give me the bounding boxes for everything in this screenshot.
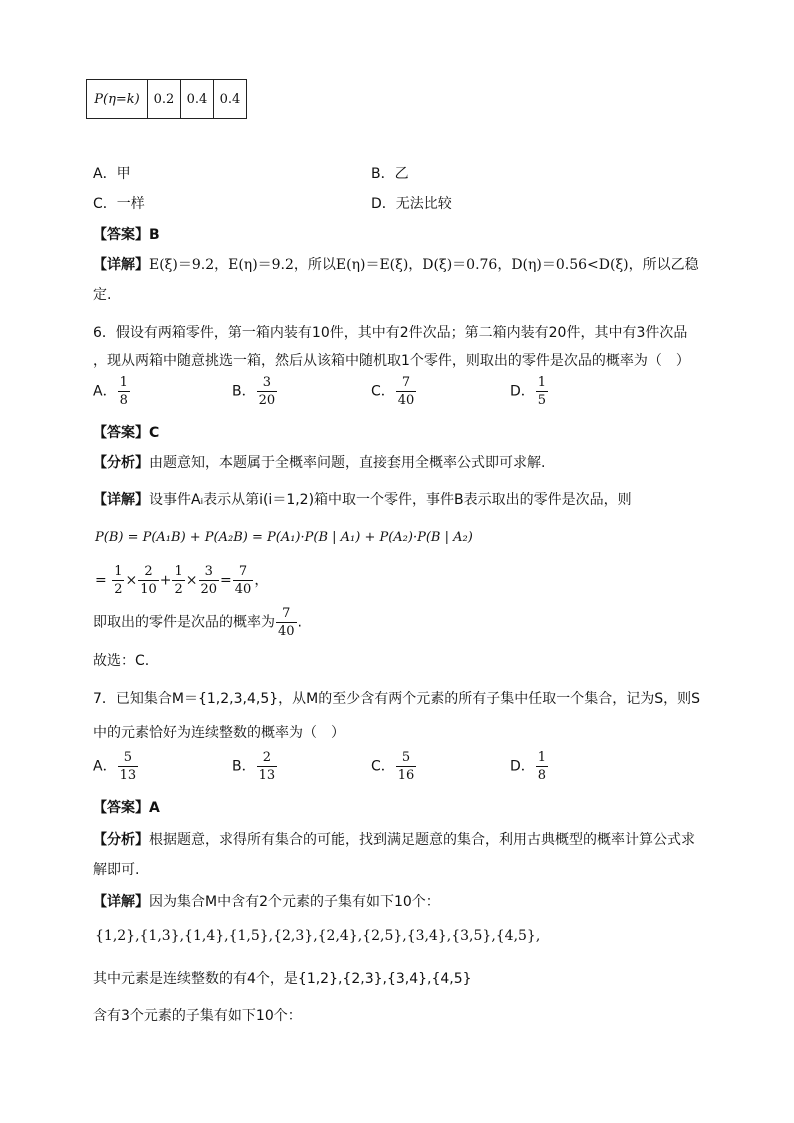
equals-sign: = bbox=[95, 572, 107, 589]
fraction bbox=[536, 376, 548, 407]
times-sign: × bbox=[125, 572, 138, 589]
table-header-cell: P(η=k) bbox=[87, 80, 148, 119]
numerator: 2 bbox=[138, 565, 159, 581]
numerator: 7 bbox=[396, 376, 417, 392]
denominator: 20 bbox=[200, 582, 218, 597]
detail-text: 因为集合M中含有2个元素的子集有如下10个： bbox=[149, 894, 440, 910]
option-prefix: C． bbox=[371, 383, 395, 400]
q7-analysis-line2: 解即可. bbox=[93, 862, 140, 878]
q6-conclusion bbox=[93, 607, 302, 638]
q7-subsets-2: {1,2},{1,3},{1,4},{1,5},{2,3},{2,4},{2,5},{3,4},{3,5},{4,5}, bbox=[95, 928, 541, 944]
q7-subsets-3-intro: 含有3个元素的子集有如下10个： bbox=[93, 1008, 302, 1024]
numerator: 1 bbox=[119, 375, 128, 390]
denominator: 16 bbox=[397, 768, 415, 783]
q5-option-c: C．一样 bbox=[93, 196, 145, 212]
q7-detail-line1 bbox=[93, 891, 440, 911]
numerator: 2 bbox=[257, 751, 278, 767]
detail-tag: 【详解】 bbox=[93, 492, 149, 508]
numerator: 3 bbox=[199, 565, 220, 581]
conclusion-text: 即取出的零件是次品的概率为 bbox=[93, 614, 275, 631]
denominator: 2 bbox=[114, 582, 123, 597]
q7-option-c bbox=[371, 751, 417, 782]
analysis-text: 根据题意，求得所有集合的可能，找到满足题意的集合，利用古典概型的概率计算公式求 bbox=[149, 832, 695, 848]
fraction bbox=[276, 607, 297, 638]
analysis-tag: 【分析】 bbox=[93, 455, 149, 471]
option-prefix: B． bbox=[232, 758, 256, 775]
q6-calculation bbox=[95, 565, 268, 596]
fraction bbox=[172, 565, 184, 596]
q6-option-c bbox=[371, 376, 417, 407]
probability-table bbox=[86, 79, 247, 119]
option-prefix: B． bbox=[232, 383, 256, 400]
q6-detail-line1 bbox=[93, 489, 632, 509]
conclusion-tail: . bbox=[297, 614, 302, 631]
plus-sign: + bbox=[159, 572, 172, 589]
calc-tail: ， bbox=[254, 572, 269, 589]
detail-tag: 【详解】 bbox=[93, 894, 149, 910]
numerator: 7 bbox=[233, 565, 254, 581]
fraction bbox=[112, 565, 124, 596]
option-prefix: D． bbox=[510, 758, 535, 775]
fraction bbox=[257, 751, 278, 782]
fraction bbox=[536, 751, 548, 782]
detail-text: E(ξ)＝9.2，E(η)＝9.2，所以E(η)＝E(ξ)，D(ξ)＝0.76，D(η)＝0.56<D(ξ)，所以乙稳 bbox=[149, 257, 699, 273]
q7-stem-line1: 7．已知集合M＝{1,2,3,4,5}，从M的至少含有两个元素的所有子集中任取一个集合，记为S，则S bbox=[93, 691, 700, 707]
option-prefix: D． bbox=[510, 383, 535, 400]
q7-analysis-line1 bbox=[93, 829, 695, 849]
fraction bbox=[257, 376, 278, 407]
table-cell: 0.4 bbox=[214, 80, 247, 119]
analysis-text: 由题意知，本题属于全概率问题，直接套用全概率公式即可求解. bbox=[149, 455, 546, 471]
option-prefix: A． bbox=[93, 383, 117, 400]
q7-consecutive: 其中元素是连续整数的有4个，是{1,2},{2,3},{3,4},{4,5} bbox=[93, 971, 472, 987]
denominator: 5 bbox=[537, 393, 547, 408]
option-prefix: A． bbox=[93, 758, 117, 775]
q6-formula: P(B) = P(A₁B) + P(A₂B) = P(A₁)·P(B | A₁) + P(A₂)·P(B | A₂) bbox=[95, 530, 473, 545]
fraction bbox=[233, 565, 254, 596]
times-sign: × bbox=[185, 572, 198, 589]
denominator: 13 bbox=[258, 768, 276, 783]
fraction bbox=[118, 376, 130, 407]
q5-option-a: A．甲 bbox=[93, 166, 131, 182]
denominator: 8 bbox=[537, 768, 547, 783]
table-cell: 0.2 bbox=[148, 80, 181, 119]
fraction bbox=[396, 376, 417, 407]
q7-answer: 【答案】A bbox=[93, 800, 160, 816]
detail-text: 设事件Aᵢ表示从第i(i＝1,2)箱中取一个零件，事件B表示取出的零件是次品，则 bbox=[149, 492, 632, 508]
q7-stem-line2: 中的元素恰好为连续整数的概率为（ ） bbox=[93, 725, 345, 741]
q5-detail-line1 bbox=[93, 254, 699, 274]
equals-sign: = bbox=[220, 572, 232, 589]
fraction bbox=[138, 565, 159, 596]
denominator: 8 bbox=[119, 393, 128, 408]
q6-choose: 故选：C. bbox=[93, 653, 150, 669]
q6-analysis bbox=[93, 452, 545, 472]
denominator: 40 bbox=[278, 624, 295, 639]
q7-option-b bbox=[232, 751, 278, 782]
denominator: 13 bbox=[119, 768, 137, 783]
fraction bbox=[118, 751, 139, 782]
fraction bbox=[199, 565, 220, 596]
q5-answer: 【答案】B bbox=[93, 227, 160, 243]
q7-option-a bbox=[93, 751, 139, 782]
numerator: 1 bbox=[537, 750, 547, 765]
q5-option-d: D．无法比较 bbox=[371, 196, 452, 212]
numerator: 7 bbox=[276, 607, 297, 623]
denominator: 20 bbox=[258, 393, 276, 408]
q6-stem-line2: ，现从两箱中随意挑选一箱，然后从该箱中随机取1个零件，则取出的零件是次品的概率为（ ） bbox=[93, 353, 690, 369]
denominator: 10 bbox=[140, 582, 157, 597]
q6-option-b bbox=[232, 376, 278, 407]
q6-answer: 【答案】C bbox=[93, 425, 160, 441]
option-prefix: C． bbox=[371, 758, 395, 775]
q6-option-d bbox=[510, 376, 549, 407]
numerator: 5 bbox=[118, 751, 139, 767]
numerator: 5 bbox=[396, 751, 417, 767]
numerator: 1 bbox=[174, 564, 183, 579]
q6-stem-line1: 6．假设有两箱零件，第一箱内装有10件，其中有2件次品；第二箱内装有20件，其中有3件次品 bbox=[93, 325, 688, 341]
numerator: 1 bbox=[114, 564, 123, 579]
q6-option-a bbox=[93, 376, 131, 407]
q5-option-b: B．乙 bbox=[371, 166, 409, 182]
analysis-tag: 【分析】 bbox=[93, 832, 149, 848]
q7-option-d bbox=[510, 751, 549, 782]
q5-detail-line2: 定. bbox=[93, 287, 112, 303]
table-cell: 0.4 bbox=[181, 80, 214, 119]
detail-tag: 【详解】 bbox=[93, 257, 149, 273]
denominator: 40 bbox=[397, 393, 415, 408]
denominator: 40 bbox=[234, 582, 252, 597]
numerator: 3 bbox=[257, 376, 278, 392]
numerator: 1 bbox=[537, 375, 547, 390]
fraction bbox=[396, 751, 417, 782]
denominator: 2 bbox=[174, 582, 183, 597]
